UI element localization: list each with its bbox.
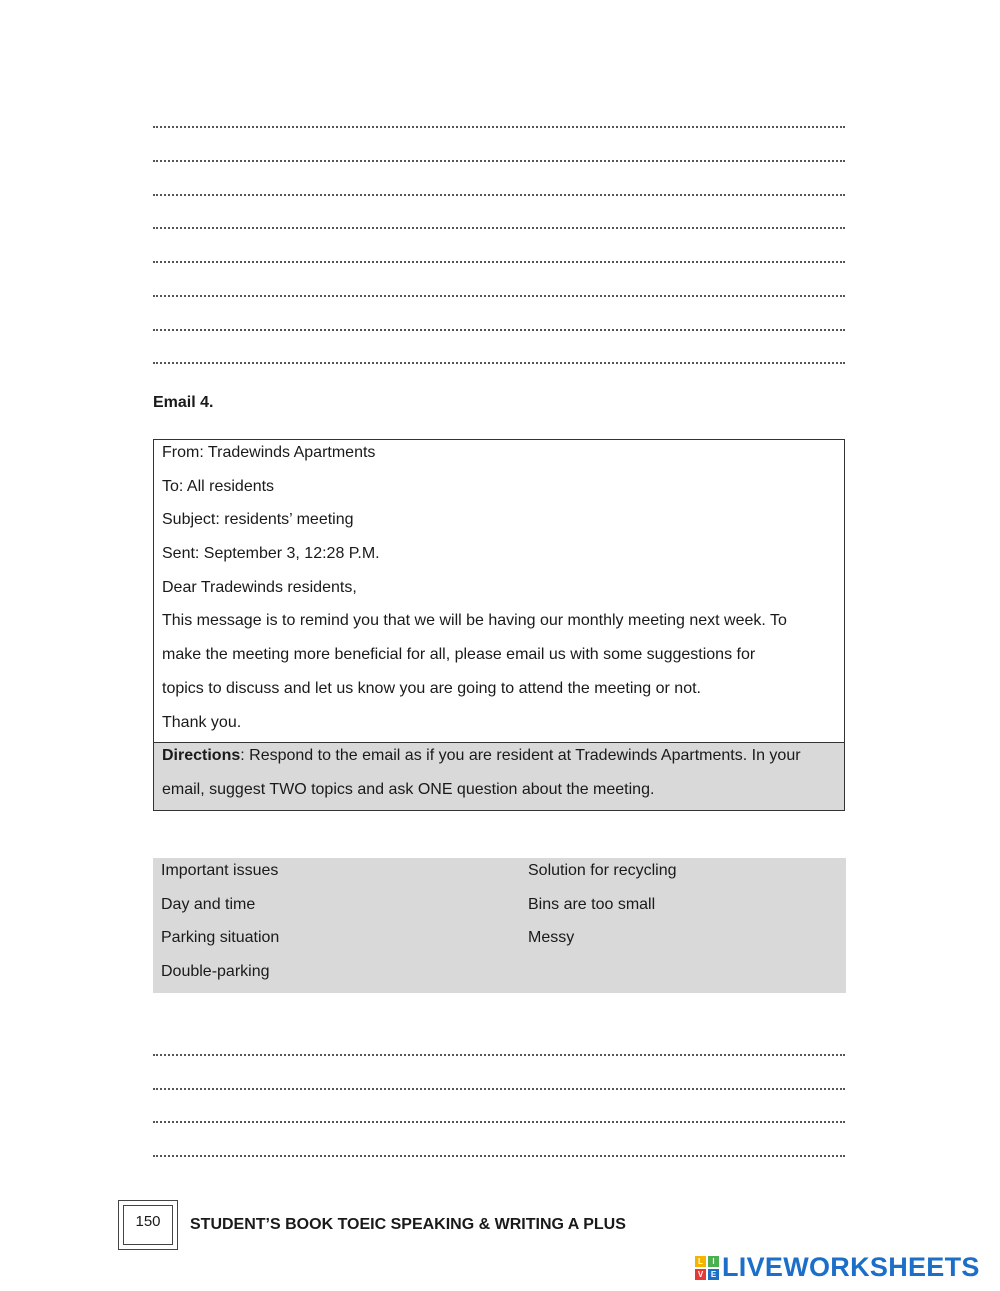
directions-line [162, 743, 836, 777]
hint-item: Day and time [161, 895, 256, 913]
answer-line[interactable] [153, 362, 845, 364]
logo-text: LIVEWORKSHEETS [722, 1252, 980, 1282]
email-heading: Email 4. [153, 394, 214, 411]
book-title: STUDENT’S BOOK TOEIC SPEAKING & WRITING A PLUS [190, 1216, 626, 1233]
hint-panel [153, 858, 846, 993]
directions-text: : Respond to the email as if you are resident at Tradewinds Apartments. In your [240, 747, 801, 764]
answer-line[interactable] [153, 1155, 845, 1157]
page-number: 150 [135, 1213, 161, 1230]
hint-item: Double-parking [161, 963, 270, 981]
email-from: From: Tradewinds Apartments [162, 444, 376, 461]
email-body [154, 440, 844, 743]
directions-line: email, suggest TWO topics and ask ONE question about the meeting. [162, 780, 655, 798]
answer-line[interactable] [153, 160, 845, 162]
hint-item: Bins are too small [528, 895, 656, 913]
email-body-line: topics to discuss and let us know you are going to attend the meeting or not. [162, 679, 701, 697]
email-subject: Subject: residents’ meeting [162, 511, 354, 529]
hint-item: Important issues [161, 862, 279, 879]
answer-line[interactable] [153, 295, 845, 297]
answer-line[interactable] [153, 227, 845, 229]
hint-item: Parking situation [161, 929, 280, 947]
answer-line[interactable] [153, 1121, 845, 1123]
answer-line[interactable] [153, 1088, 845, 1090]
email-sent: Sent: September 3, 12:28 P.M. [162, 545, 380, 563]
email-body-line: make the meeting more beneficial for all, please email us with some suggestions for [162, 646, 756, 664]
answer-line[interactable] [153, 1054, 845, 1056]
answer-line[interactable] [153, 261, 845, 263]
logo-squares-icon [695, 1256, 719, 1280]
hint-item: Messy [528, 929, 575, 947]
email-body-line: This message is to remind you that we will be having our monthly meeting next week. To [162, 612, 787, 630]
logo-square: V [695, 1269, 706, 1280]
answer-line[interactable] [153, 329, 845, 331]
logo-square: L [695, 1256, 706, 1267]
directions-panel [154, 742, 844, 810]
email-to: To: All residents [162, 477, 275, 495]
answer-line[interactable] [153, 126, 845, 128]
email-closing: Thank you. [162, 713, 242, 731]
email-greeting: Dear Tradewinds residents, [162, 578, 357, 596]
email-box [153, 439, 845, 811]
hint-item: Solution for recycling [528, 862, 677, 879]
logo-square: E [708, 1269, 719, 1280]
answer-line[interactable] [153, 194, 845, 196]
liveworksheets-logo[interactable] [695, 1252, 980, 1283]
directions-label: Directions [162, 747, 241, 764]
hint-column-right [528, 858, 677, 959]
hint-column-left [161, 858, 279, 993]
logo-square: I [708, 1256, 719, 1267]
